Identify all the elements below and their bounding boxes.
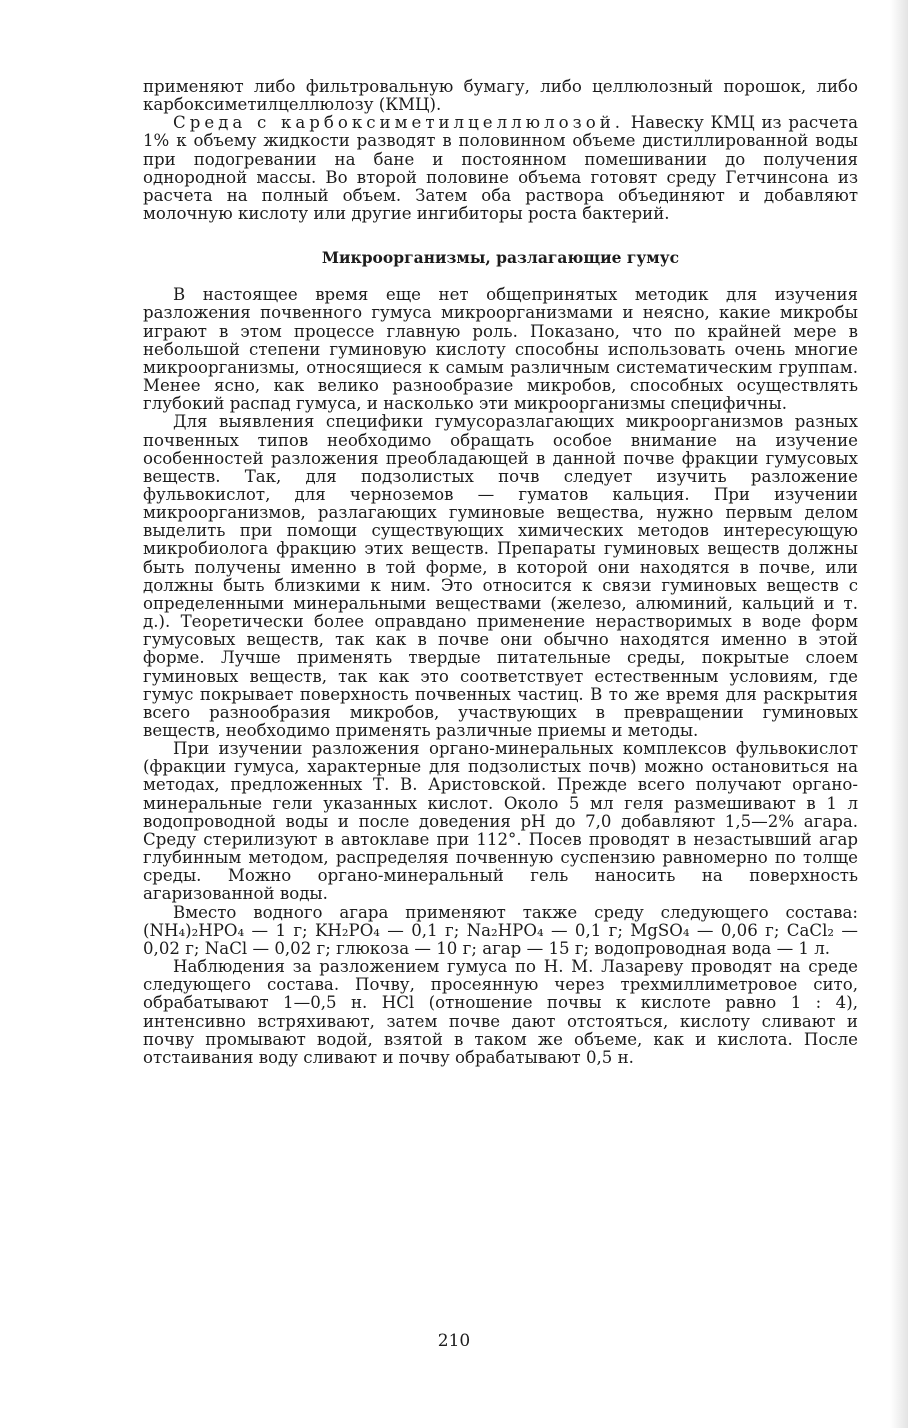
paragraph-intro: В настоящее время еще нет общепринятых методик для изучения разложения почвенного гумуса микроорганизмами и неясно, какие микробы играют в этом процессе главную роль. Показано, что по крайней мере в небольшой степени гуминовую кислоту способны использовать очень многие микроорганизмы, относящиеся к самым различным систематическим группам. Менее ясно, как велико разнообразие микробов, способных осуществлять глубокий распад гумуса, и насколько эти микроорганизмы специфичны. [143,285,858,414]
paragraph-medium-composition: Вместо водного агара применяют также среду следующего состава: (NH₄)₂HPO₄ — 1 г; KH₂PO₄ — 0,1 г; Na₂HPO₄ — 0,1 г; MgSO₄ — 0,06 г; CaCl₂ — 0,02 г; NaCl — 0,02 г; глюкоза — 10 г; агар — 15 г; водопроводная вода — 1 л. [143,902,858,958]
paragraph-continued: применяют либо фильтровальную бумагу, либо целлюлозный порошок, либо карбоксиметилцеллюлозу (КМЦ). [143,77,858,115]
medium-description: Навеску КМЦ из расчета 1% к объему жидкости разводят в половинном объеме дистиллированной воды при подогревании на бане и постоянном помешивании до получения однородной массы. Во второй половине объема готовят среду Гетчинсона из расчета на полный объем. Затем оба раствора объединяют и добавляют молочную кислоту или другие ингибиторы роста бактерий. [143,113,858,224]
paragraph-lazarev-method: Наблюдения за разложением гумуса по Н. М. Лазареву проводят на среде следующего состава. Почву, просеянную через трехмиллиметровое сито, обрабатывают 1—0,5 н. HCl (отношение почвы к кислоте равно 1 : 4), интенсивно встряхивают, затем почве дают отстояться, кислоту сливают и почву промывают водой, взятой в таком же объеме, как и кислота. После отстаивания воду сливают и почву обрабатывают 0,5 н. [143,957,858,1067]
paragraph-fulvic-acids: При изучении разложения органо-минеральных комплексов фульвокислот (фракции гумуса, характерные для подзолистых почв) можно остановиться на методах, предложенных Т. В. Аристовской. Прежде всего получают органо-минеральные гели указанных кислот. Около 5 мл геля размешивают в 1 л водопроводной воды и после доведения pH до 7,0 добавляют 1,5—2% агара. Среду стерилизуют в автоклаве при 112°. Посев проводят в незастывший агар глубинным методом, распределяя почвенную суспензию равномерно по толще среды. Можно органо-минеральный гель наносить на поверхность агаризованной воды. [143,739,858,904]
page-number: 210 [437,1331,471,1351]
medium-title: Среда с карбоксиметилцеллюлозой. [173,113,625,133]
page-edge-shadow [890,0,908,1428]
page-content [143,78,858,1067]
paragraph-cmc-medium [143,114,858,223]
section-heading: Микроорганизмы, разлагающие гумус [321,248,680,268]
paragraph-specifics: Для выявления специфики гумусоразлагающих микроорганизмов разных почвенных типов необходимо обращать особое внимание на изучение особенностей разложения преобладающей в данной почве фракции гумусовых веществ. Так, для подзолистых почв следует изучить разложение фульвокислот, для черноземов — гуматов кальция. При изучении микроорганизмов, разлагающих гуминовые вещества, нужно первым делом выделить при помощи существующих химических методов интересующую микробиолога фракцию этих веществ. Препараты гуминовых веществ должны быть получены именно в той форме, в которой они находятся в почве, или должны быть близкими к ним. Это относится к связи гуминовых веществ с определенными минеральными веществами (железо, алюминий, кальций и т. д.). Теоретически более оправдано применение нерастворимых в воде форм гумусовых веществ, так как в почве они обычно находятся именно в этой форме. Лучше применять твердые питательные среды, покрытые слоем гуминовых веществ, так как это соответствует естественным условиям, где гумус покрывает поверхность почвенных частиц. В то же время для раскрытия всего разнообразия микробов, участвующих в превращении гуминовых веществ, необходимо применять различные приемы и методы. [143,412,858,740]
